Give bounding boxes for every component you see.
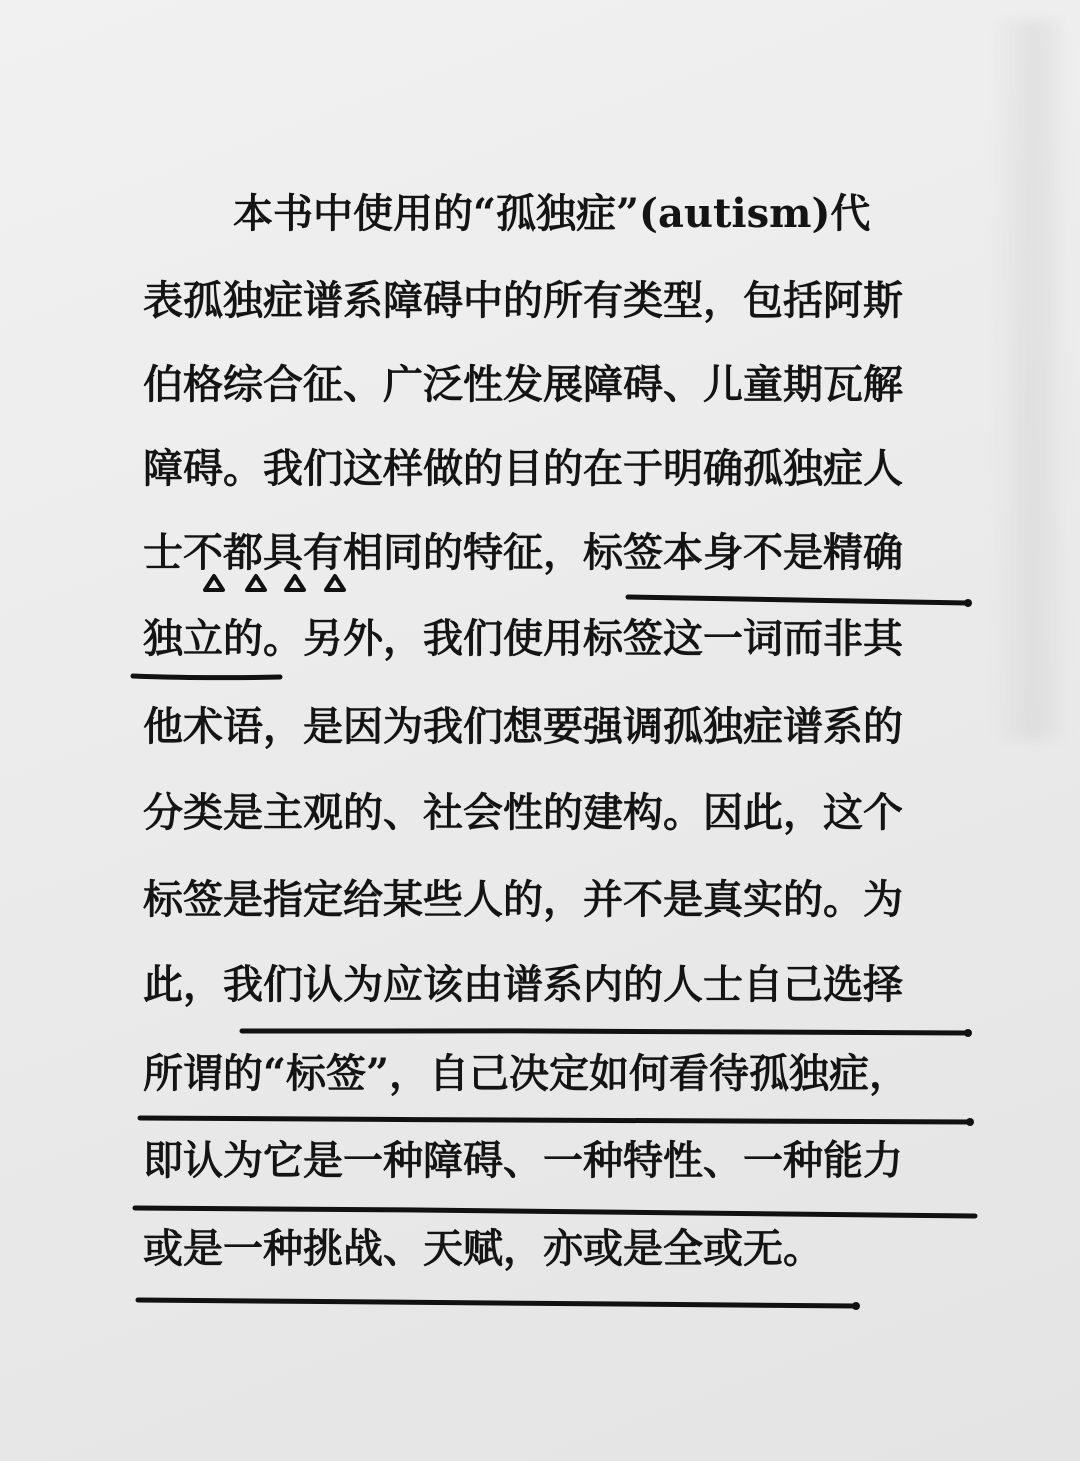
- text-line-7: 他术语，是因为我们想要强调孤独症谱系的: [143, 703, 903, 750]
- text-line-9: 标签是指定给某些人的，并不是真实的。为: [143, 876, 903, 923]
- text-line-4: 障碍。我们这样做的目的在于明确孤独症人: [143, 445, 903, 492]
- ink-dot-1: [964, 599, 972, 607]
- text-line-11: 所谓的“标签”，自己决定如何看待孤独症，: [143, 1050, 910, 1097]
- ink-dot-2: [964, 1029, 972, 1037]
- show-through-shadow: [992, 20, 1062, 740]
- text-line-12: 即认为它是一种障碍、一种特性、一种能力: [143, 1137, 903, 1184]
- text-line-1: 本书中使用的“孤独症”(autism)代: [233, 190, 871, 237]
- text-line-8: 分类是主观的、社会性的建构。因此，这个: [143, 789, 903, 836]
- underline-1: [628, 597, 967, 603]
- text-line-6: 独立的。另外，我们使用标签这一词而非其: [143, 615, 903, 662]
- ink-dot-3: [966, 1118, 974, 1126]
- text-line-10: 此，我们认为应该由谱系内的人士自己选择: [143, 961, 903, 1008]
- text-line-2: 表孤独症谱系障碍中的所有类型，包括阿斯: [143, 277, 903, 324]
- underline-6: [138, 1300, 856, 1306]
- text-line-5: 士不都具有相同的特征，标签本身不是精确: [143, 529, 903, 576]
- underline-3: [242, 1031, 968, 1033]
- text-line-13: 或是一种挑战、天赋，亦或是全或无。: [143, 1225, 823, 1272]
- underline-4: [140, 1118, 970, 1122]
- text-line-3: 伯格综合征、广泛性发展障碍、儿童期瓦解: [143, 361, 903, 408]
- underline-2: [133, 676, 280, 678]
- ink-dot-4: [852, 1302, 860, 1310]
- underline-5: [135, 1208, 975, 1216]
